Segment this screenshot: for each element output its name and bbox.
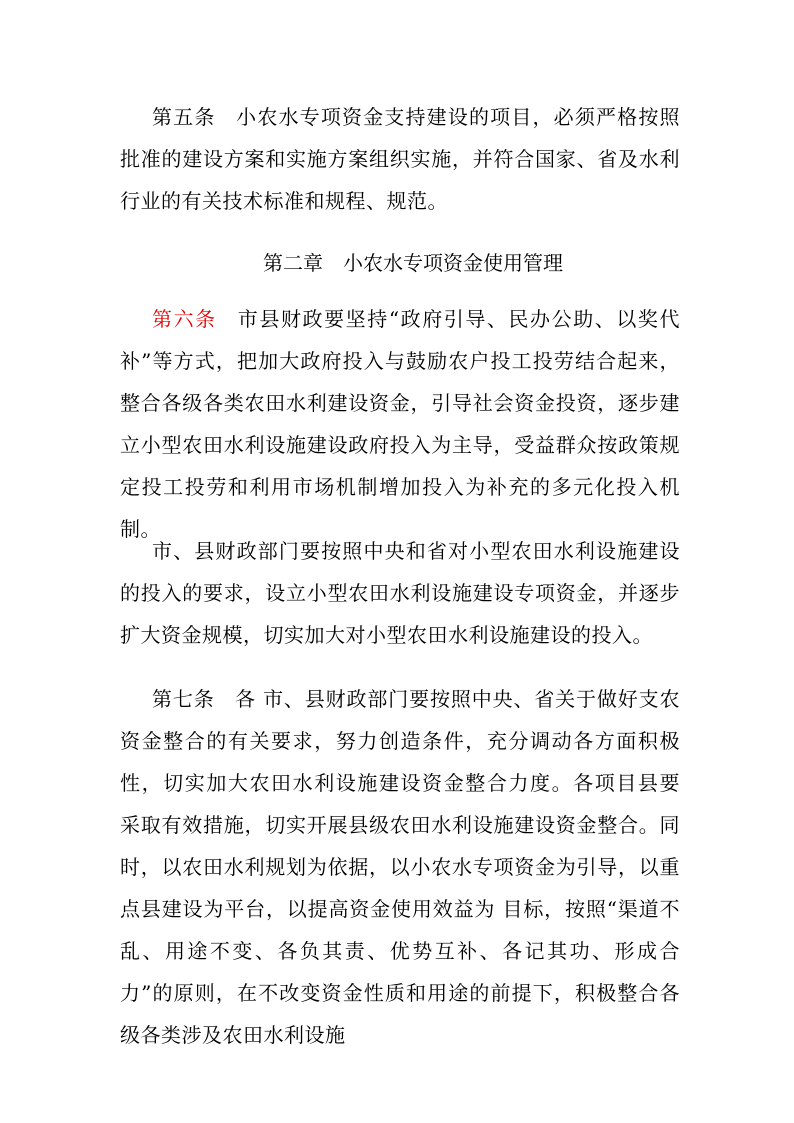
article-5-paragraph xyxy=(120,96,680,222)
chapter-2-title: 小农水专项资金使用管理 xyxy=(343,251,563,275)
article-5-text: 小农水专项资金支持建设的项目，必须严格按照批准的建设方案和实施方案组织实施，并符合国家、省及水利行业的有关技术标准和规程、规范。 xyxy=(120,105,680,213)
article-7-text: 各 市、县财政部门要按照中央、省关于做好支农资金整合的有关要求，努力创造条件，充分调动各方面积极性，切实加大农田水利设施建设资金整合力度。各项目县要 采取有效措施，切实开展县级农田水利设施建设资金整合。同时，以农田水利规划为依据，以小农水专项资金为引导，以重点县建设为平台，以提高资金使用效益为 目标，按照“渠道不乱、用途不变、各负其责、优势互补、各记其功、形成合力”的原则，在不改变资金性质和用途的前提下，积极整合各级各类涉及农田水利设施 xyxy=(120,687,681,1047)
article-7-paragraph xyxy=(120,678,680,1056)
chapter-2-label: 第二章 xyxy=(263,251,323,275)
article-6-paragraph xyxy=(120,298,680,550)
chapter-2-heading xyxy=(0,242,794,284)
article-6-label: 第六条 xyxy=(152,307,217,331)
article-6-text: 市县财政要坚持“政府引导、民办公助、以奖代补”等方式，把加大政府投入与鼓励农户投工投劳结合起来，整合各级各类农田水利建设资金，引导社会资金投资，逐步建立小型农田水利设施建设政府投入为主导，受益群众按政策规定投工投劳和利用市场机制增加投入为补充的多元化投入机制。 xyxy=(120,307,681,541)
funding-paragraph xyxy=(120,530,680,656)
funding-text: 市、县财政部门要按照中央和省对小型农田水利设施建设的投入的要求，设立小型农田水利设施建设专项资金，并逐步扩大资金规模，切实加大对小型农田水利设施建设的投入。 xyxy=(120,539,680,647)
article-5-label: 第五条 xyxy=(152,105,216,129)
article-7-label: 第七条 xyxy=(152,687,215,711)
